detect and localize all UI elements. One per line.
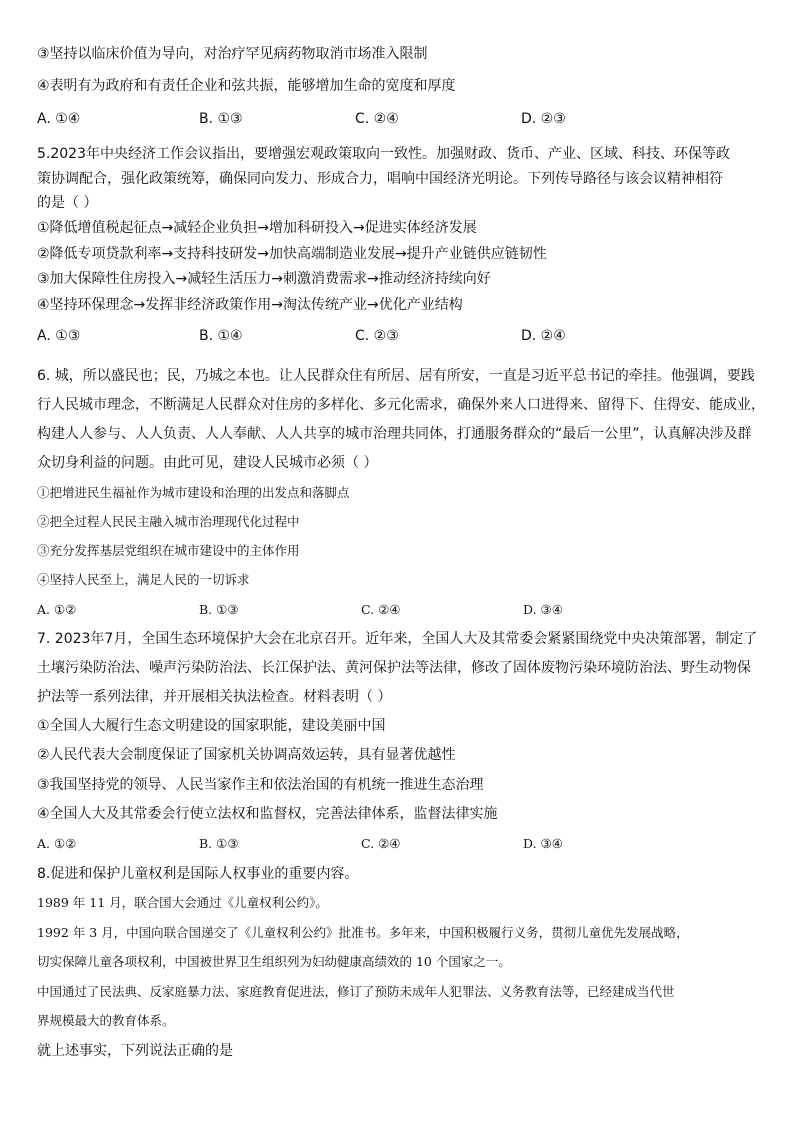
q6-stem-line: 构建人人参与、人人负责、人人奉献、人人共享的城市治理共同体，打通服务群众的“最后一公里”，认真解决涉及群 bbox=[37, 426, 752, 442]
q5-stem-line: 的是（ ） bbox=[37, 195, 98, 211]
q7-option-a: A. ①② bbox=[37, 836, 77, 851]
q7-statement-3: ③我国坚持党的领导、人民当家作主和依法治国的有机统一推进生态治理 bbox=[37, 777, 484, 793]
q8-material-line: 1989 年 11 月，联合国大会通过《儿童权利公约》。 bbox=[37, 895, 328, 910]
q6-statement-2: ②把全过程人民民主融入城市治理现代化过程中 bbox=[37, 514, 300, 529]
q7-option-b: B. ①③ bbox=[199, 836, 239, 851]
q6-option-c: C. ②④ bbox=[361, 602, 401, 617]
q6-stem-line: 众切身利益的问题。由此可见，建设人民城市必须（ ） bbox=[37, 455, 378, 471]
q4-statement-3: ③坚持以临床价值为导向，对治疗罕见病药物取消市场准入限制 bbox=[37, 46, 428, 62]
q7-statement-1: ①全国人大履行生态文明建设的国家职能，建设美丽中国 bbox=[37, 718, 386, 734]
q6-stem-line: 6. 城，所以盛民也；民，乃城之本也。让人民群众住有所居、居有所安，一直是习近平总书记的牵挂。他强调，要践 bbox=[37, 368, 755, 384]
q6-statement-1: ①把增进民生福祉作为城市建设和治理的出发点和落脚点 bbox=[37, 485, 350, 500]
q5-stem-line: 5.2023年中央经济工作会议指出，要增强宏观政策取向一致性。加强财政、货币、产业、区域、科技、环保等政 bbox=[37, 146, 730, 162]
q4-option-c: C. ②④ bbox=[355, 111, 399, 127]
q6-option-a: A. ①② bbox=[37, 602, 77, 617]
q6-statement-3: ③充分发挥基层党组织在城市建设中的主体作用 bbox=[37, 543, 300, 558]
q7-statement-4: ④全国人大及其常委会行使立法权和监督权，完善法律体系，监督法律实施 bbox=[37, 806, 498, 822]
q5-statement-3: ③加大保障性住房投入→减轻生活压力→刺激消费需求→推动经济持续向好 bbox=[37, 271, 491, 287]
q5-option-b: B. ①④ bbox=[199, 328, 243, 344]
q7-statement-2: ②人民代表大会制度保证了国家机关协调高效运转，具有显著优越性 bbox=[37, 747, 456, 763]
q7-stem-line: 土壤污染防治法、噪声污染防治法、长江保护法、黄河保护法等法律，修改了固体废物污染环境防治法、野生动物保 bbox=[37, 660, 751, 676]
q6-options bbox=[37, 600, 757, 620]
q4-option-b: B. ①③ bbox=[199, 111, 243, 127]
q7-stem-line: 7. 2023年7月，全国生态环境保护大会在北京召开。近年来，全国人大及其常委会紧紧围绕党中央决策部署，制定了 bbox=[37, 631, 758, 647]
q4-option-d: D. ②③ bbox=[521, 111, 566, 127]
q6-option-d: D. ③④ bbox=[523, 602, 563, 617]
q8-material-line: 切实保障儿童各项权利，中国被世界卫生组织列为妇幼健康高绩效的 10 个国家之一。 bbox=[37, 954, 511, 969]
q7-option-c: C. ②④ bbox=[361, 836, 401, 851]
q7-stem-line: 护法等一系列法律，并开展相关执法检查。材料表明（ ） bbox=[37, 689, 392, 705]
q6-option-b: B. ①③ bbox=[199, 602, 239, 617]
q5-option-d: D. ②④ bbox=[521, 328, 566, 344]
q8-material-line: 界规模最大的教育体系。 bbox=[37, 1013, 175, 1028]
q5-statement-1: ①降低增值税起征点→减轻企业负担→增加科研投入→促进实体经济发展 bbox=[37, 220, 477, 236]
q5-stem-line: 策协调配合，强化政策统筹，确保同向发力、形成合力，唱响中国经济光明论。下列传导路径与该会议精神相符 bbox=[37, 171, 723, 187]
q8-material-line: 中国通过了民法典、反家庭暴力法、家庭教育促进法，修订了预防未成年人犯罪法、义务教育法等，已经建成当代世 bbox=[37, 984, 675, 999]
q5-statement-2: ②降低专项贷款利率→支持科技研发→加快高端制造业发展→提升产业链供应链韧性 bbox=[37, 246, 547, 262]
q4-statement-4: ④表明有为政府和有责任企业和弦共振，能够增加生命的宽度和厚度 bbox=[37, 78, 456, 94]
q5-option-a: A. ①③ bbox=[37, 328, 81, 344]
q4-options bbox=[37, 109, 757, 129]
q8-stem: 8.促进和保护儿童权利是国际人权事业的重要内容。 bbox=[37, 866, 359, 882]
q8-question: 就上述事实，下列说法正确的是 bbox=[37, 1043, 233, 1059]
q5-statement-4: ④坚持环保理念→发挥非经济政策作用→淘汰传统产业→优化产业结构 bbox=[37, 297, 463, 313]
q6-stem-line: 行人民城市理念，不断满足人民群众对住房的多样化、多元化需求，确保外来人口进得来、留得下、住得安、能成业， bbox=[37, 397, 765, 413]
q7-options bbox=[37, 834, 757, 854]
q5-options bbox=[37, 326, 757, 346]
q7-option-d: D. ③④ bbox=[523, 836, 563, 851]
q8-material-line: 1992 年 3 月，中国向联合国递交了《儿童权利公约》批准书。多年来，中国积极履行义务，贯彻儿童优先发展战略， bbox=[37, 925, 689, 940]
q6-statement-4: ④坚持人民至上，满足人民的一切诉求 bbox=[37, 572, 250, 587]
q4-option-a: A. ①④ bbox=[37, 111, 81, 127]
q5-option-c: C. ②③ bbox=[355, 328, 399, 344]
